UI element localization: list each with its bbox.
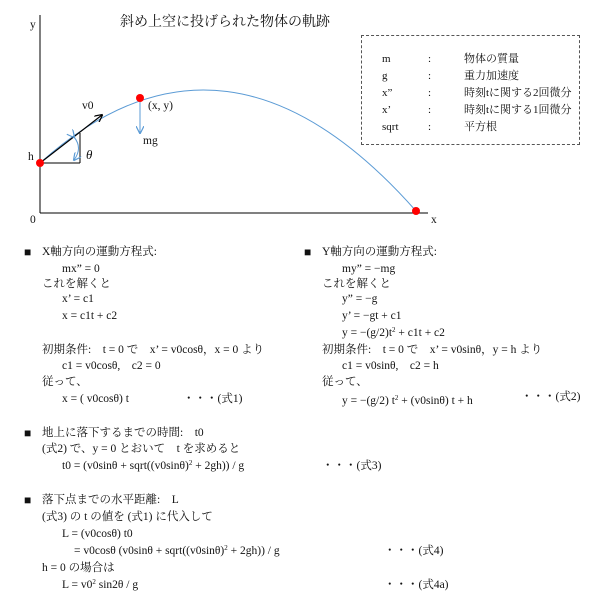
x-solve-label: これを解くと xyxy=(42,278,111,290)
theta-arc xyxy=(74,137,79,160)
x-step-1: x’ = c1 xyxy=(62,293,94,305)
x-step-2: x = c1t + c2 xyxy=(62,310,118,322)
x-section-heading: X軸方向の運動方程式: xyxy=(42,246,157,258)
legend-symbol: m xyxy=(382,53,391,65)
square-sup: 2 xyxy=(394,394,399,402)
theta-label: θ xyxy=(86,147,93,162)
legend-colon: : xyxy=(428,70,432,82)
y-section-heading: Y軸方向の運動方程式: xyxy=(322,246,437,258)
legend-row xyxy=(382,50,519,66)
time-line-1: (式2) で、y = 0 とおいて t を求めると xyxy=(42,443,241,455)
y-step-3-b: + c1t + c2 xyxy=(395,327,445,339)
eq2-tag: ・・・(式2) xyxy=(521,391,581,403)
legend-symbol: g xyxy=(382,70,388,82)
dist-line-3 xyxy=(74,544,280,558)
x-constants: c1 = v0cosθ, c2 = 0 xyxy=(62,360,161,372)
square-sup: 2 xyxy=(188,459,193,467)
y-result xyxy=(342,394,473,408)
time-section-bullet: ■ xyxy=(24,426,32,440)
square-sup: 2 xyxy=(92,578,96,586)
point-label: (x, y) xyxy=(148,100,173,112)
x-equation: mx” = 0 xyxy=(62,263,100,275)
y-solve-label: これを解くと xyxy=(322,278,391,290)
y-step-3 xyxy=(342,326,445,340)
square-sup: 2 xyxy=(224,544,228,552)
dist-line-2: L = (v0cosθ) t0 xyxy=(62,528,133,540)
y-initial-condition: 初期条件: t = 0 で x’ = v0sinθ，y = h より xyxy=(322,344,543,356)
dist-line-5 xyxy=(62,578,138,592)
object-point xyxy=(136,94,144,102)
x-therefore: 従って、 xyxy=(42,376,88,388)
y-step-3-a: y = −(g/2)t xyxy=(342,327,393,339)
dist-line-1: (式3) の t の値を (式1) に代入して xyxy=(42,511,213,523)
x-initial-condition: 初期条件: t = 0 で x’ = v0cosθ，x = 0 より xyxy=(42,344,265,356)
legend-desc: 時刻tに関する2回微分 xyxy=(464,87,572,99)
mg-label: mg xyxy=(143,135,158,147)
legend-row xyxy=(382,84,572,100)
y-constants: c1 = v0sinθ, c2 = h xyxy=(342,360,439,372)
dist-section-heading: 落下点までの水平距離: L xyxy=(42,494,179,506)
y-therefore: 従って、 xyxy=(322,376,368,388)
dist-section-bullet: ■ xyxy=(24,493,32,507)
time-equation xyxy=(62,459,244,473)
time-eq-b: + 2gh)) / g xyxy=(192,460,245,472)
legend-row xyxy=(382,67,519,83)
y-equation: my” = −mg xyxy=(342,263,396,275)
v0-arrow xyxy=(40,115,102,163)
eq4-tag: ・・・(式4) xyxy=(384,545,444,557)
y-section-bullet: ■ xyxy=(304,245,312,259)
time-section-heading: 地上に落下するまでの時間: t0 xyxy=(42,427,204,439)
trajectory-curve xyxy=(40,90,416,211)
y-step-2: y’ = −gt + c1 xyxy=(342,310,402,322)
legend-colon: : xyxy=(428,87,432,99)
eq3-tag: ・・・(式3) xyxy=(322,460,382,472)
legend-box xyxy=(361,35,580,145)
diagram-title: 斜め上空に投げられた物体の軌跡 xyxy=(120,15,330,30)
legend-row xyxy=(382,118,497,134)
legend-symbol: sqrt xyxy=(382,121,399,133)
eq1-tag: ・・・(式1) xyxy=(183,393,243,405)
x-axis-label: x xyxy=(431,214,437,226)
square-sup: 2 xyxy=(392,326,396,334)
eq4a-tag: ・・・(式4a) xyxy=(384,579,449,591)
landing-point xyxy=(412,207,420,215)
legend-row xyxy=(382,101,572,117)
legend-desc: 物体の質量 xyxy=(464,53,519,65)
v0-label: v0 xyxy=(82,100,94,112)
legend-desc: 重力加速度 xyxy=(464,70,519,82)
launch-point xyxy=(36,159,44,167)
legend-colon: : xyxy=(428,53,432,65)
dist-line-4: h = 0 の場合は xyxy=(42,562,115,574)
legend-symbol: x” xyxy=(382,87,393,99)
dist-line-3-a: = v0cosθ (v0sinθ + sqrt((v0sinθ) xyxy=(74,545,225,557)
dist-line-3-b: + 2gh)) / g xyxy=(227,545,280,557)
legend-desc: 平方根 xyxy=(464,121,497,133)
dist-line-5-b: sin2θ / g xyxy=(95,579,139,591)
x-section-bullet: ■ xyxy=(24,245,32,259)
x-result: x = ( v0cosθ) t xyxy=(62,393,129,405)
legend-colon: : xyxy=(428,104,432,116)
legend-colon: : xyxy=(428,121,432,133)
y-step-1: y” = −g xyxy=(342,293,378,305)
y-axis-label: y xyxy=(30,19,36,31)
y-result-a: y = −(g/2) t xyxy=(342,395,395,407)
origin-label: 0 xyxy=(30,214,36,226)
dist-line-5-a: L = v0 xyxy=(62,579,93,591)
legend-desc: 時刻tに関する1回微分 xyxy=(464,104,572,116)
h-label: h xyxy=(28,151,34,163)
time-eq-a: t0 = (v0sinθ + sqrt((v0sinθ) xyxy=(62,460,189,472)
legend-symbol: x’ xyxy=(382,104,392,116)
y-result-b: + (v0sinθ) t + h xyxy=(398,395,473,407)
